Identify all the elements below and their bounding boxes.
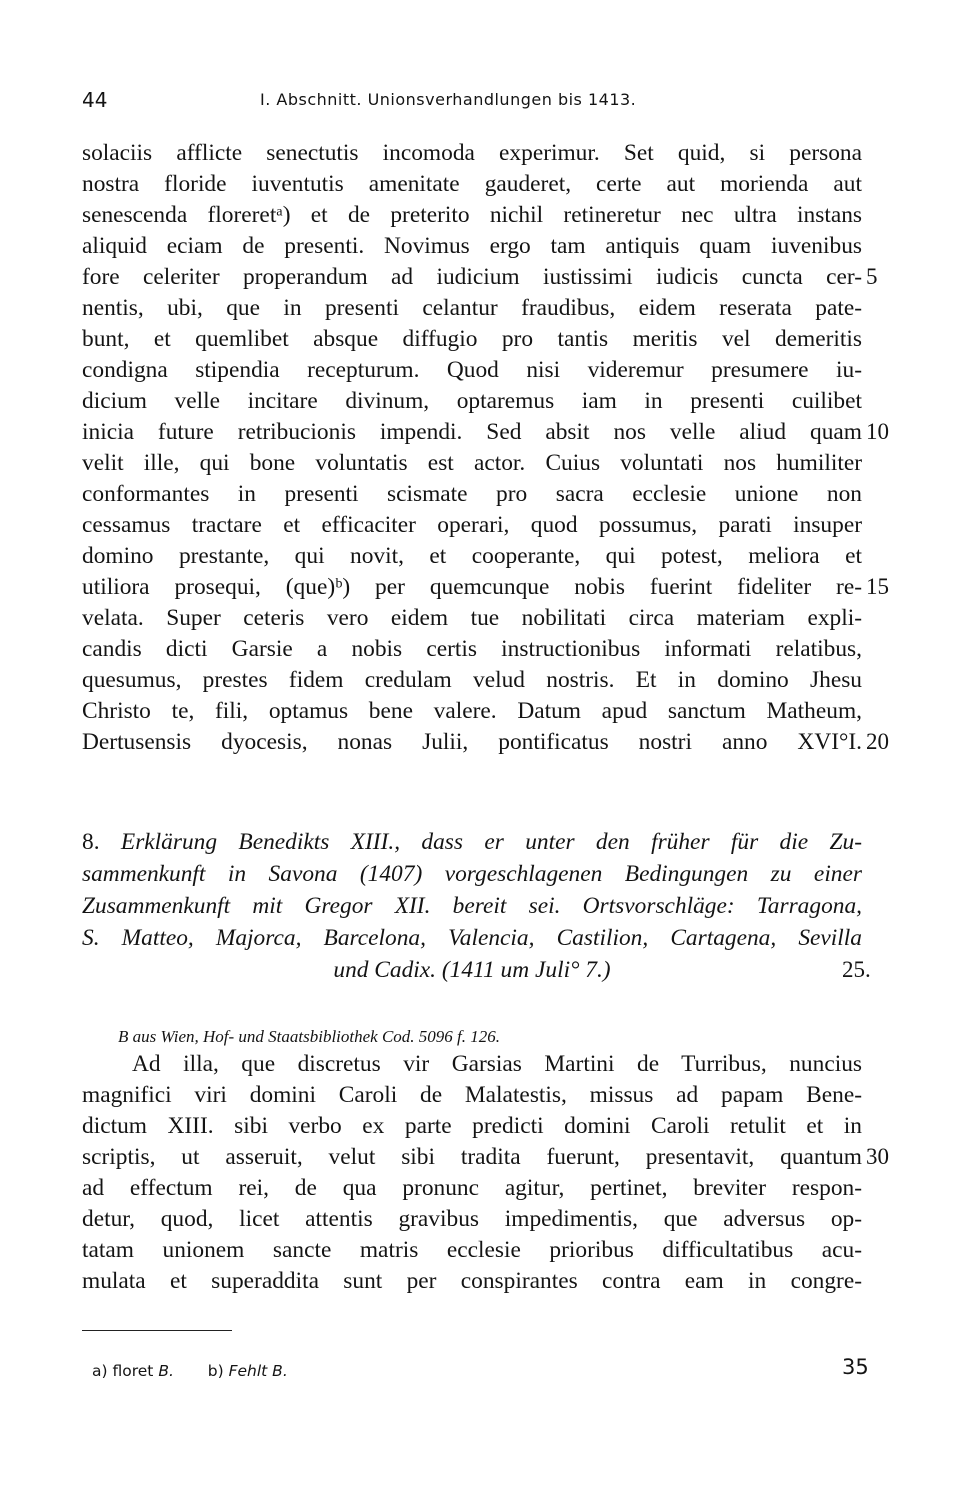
text-line: dicium velle incitare divinum, optaremus iam in presenti cuilibet (82, 388, 862, 414)
text-line: magnifici viri domini Caroli de Malatestis, missus ad papam Bene- (82, 1082, 862, 1108)
footnote-b-label: b) (207, 1362, 224, 1380)
section-heading-line: sammenkunft in Savona (1407) vorgeschlagenen Bedingungen zu einer (82, 861, 862, 887)
text-line: dictum XIII. sibi verbo ex parte predicti domini Caroli retulit et in (82, 1113, 862, 1139)
text-line: senescenda floreretᵃ) et de preterito nichil retineretur nec ultra instans (82, 202, 862, 228)
running-title: I. Abschnitt. Unionsverhandlungen bis 1413. (260, 90, 637, 109)
text-line: quesumus, prestes fidem credulam velud nostris. Et in domino Jhesu (82, 667, 862, 693)
text-line: ad effectum rei, de qua pronunc agitur, pertinet, breviter respon- (82, 1175, 862, 1201)
text-line: nentis, ubi, que in presenti celantur fraudibus, eidem reserata pate- (82, 295, 862, 321)
footnote-a-siglum: B. (158, 1362, 174, 1380)
line-number: 10 (866, 419, 889, 444)
text-line: Ad illa, que discretus vir Garsias Martini de Turribus, nuncius (132, 1051, 862, 1077)
page-number: 44 (82, 88, 108, 112)
page-header (82, 88, 882, 116)
text-line: cessamus tractare et efficaciter operari, quod possumus, parati insuper (82, 512, 862, 538)
section-number: 8. (82, 829, 100, 855)
text-line: velata. Super ceteris vero eidem tue nobilitati circa materiam expli- (82, 605, 862, 631)
text-line: candis dicti Garsie a nobis certis instructionibus informati relatibus, (82, 636, 862, 662)
section-heading-line: S. Matteo, Majorca, Barcelona, Valencia, Castilion, Cartagena, Sevilla (82, 925, 862, 951)
text-line: condigna stipendia recepturum. Quod nisi videremur presumere iu- (82, 357, 862, 383)
line-number: 15 (866, 574, 889, 599)
text-line: bunt, et quemlibet absque diffugio pro tantis meritis vel demeritis (82, 326, 862, 352)
text-line: tatam unionem sancte matris ecclesie prioribus difficultatibus acu- (82, 1237, 862, 1263)
text-line: nostra floride iuventutis amenitate gauderet, certe aut morienda aut (82, 171, 862, 197)
section-heading-line: Zusammenkunft mit Gregor XII. bereit sei. Ortsvorschläge: Tarragona, (82, 893, 862, 919)
text-line: utiliora prosequi, (que)ᵇ) per quemcunque nobis fuerint fideliter re- (82, 574, 862, 600)
text-line: velit ille, qui bone voluntatis est actor. Cuius voluntati nos humiliter (82, 450, 862, 476)
text-line: conformantes in presenti scismate pro sacra ecclesie unione non (82, 481, 862, 507)
line-number: 30 (866, 1144, 889, 1169)
text-line: fore celeriter properandum ad iudicium iustissimi iudicis cuncta cer- (82, 264, 862, 290)
text-line: aliquid eciam de presenti. Novimus ergo tam antiquis quam iuvenibus (82, 233, 862, 259)
text-line: solaciis afflicte senectutis incomoda experimur. Set quid, si persona (82, 140, 862, 166)
section-heading-line: und Cadix. (1411 um Juli° 7.) (333, 957, 611, 983)
footnote-rule (82, 1330, 232, 1331)
text-line: mulata et superaddita sunt per conspirantes contra eam in congre- (82, 1268, 862, 1294)
footnote-a-text: floret (112, 1362, 154, 1380)
section-heading-line-1 (82, 826, 862, 858)
text-line: scriptis, ut asseruit, velut sibi tradita fuerunt, presentavit, quantum (82, 1144, 862, 1170)
text-line: Christo te, fili, optamus bene valere. Datum apud sanctum Matheum, (82, 698, 862, 724)
line-number: 25. (842, 957, 871, 982)
footnote-b-text: Fehlt B. (228, 1362, 288, 1380)
folio-number: 35 (842, 1355, 869, 1379)
text-line: detur, quod, licet attentis gravibus impedimentis, que adversus op- (82, 1206, 862, 1232)
footnote-a-label: a) (92, 1362, 108, 1380)
text-line: Dertusensis dyocesis, nonas Julii, pontificatus nostri anno XVI°I. (82, 729, 862, 755)
section-heading-text: Erklärung Benedikts XIII., dass er unter den früher für die Zu- (120, 829, 862, 855)
source-note: B aus Wien, Hof- und Staatsbibliothek Cod. 5096 f. 126. (118, 1027, 501, 1046)
footnotes (92, 1360, 288, 1382)
text-line: inicia future retribucionis impendi. Sed absit nos velle aliud quam (82, 419, 862, 445)
line-number: 5 (866, 264, 878, 289)
text-line: domino prestante, qui novit, et cooperante, qui potest, meliora et (82, 543, 862, 569)
line-number: 20 (866, 729, 889, 754)
